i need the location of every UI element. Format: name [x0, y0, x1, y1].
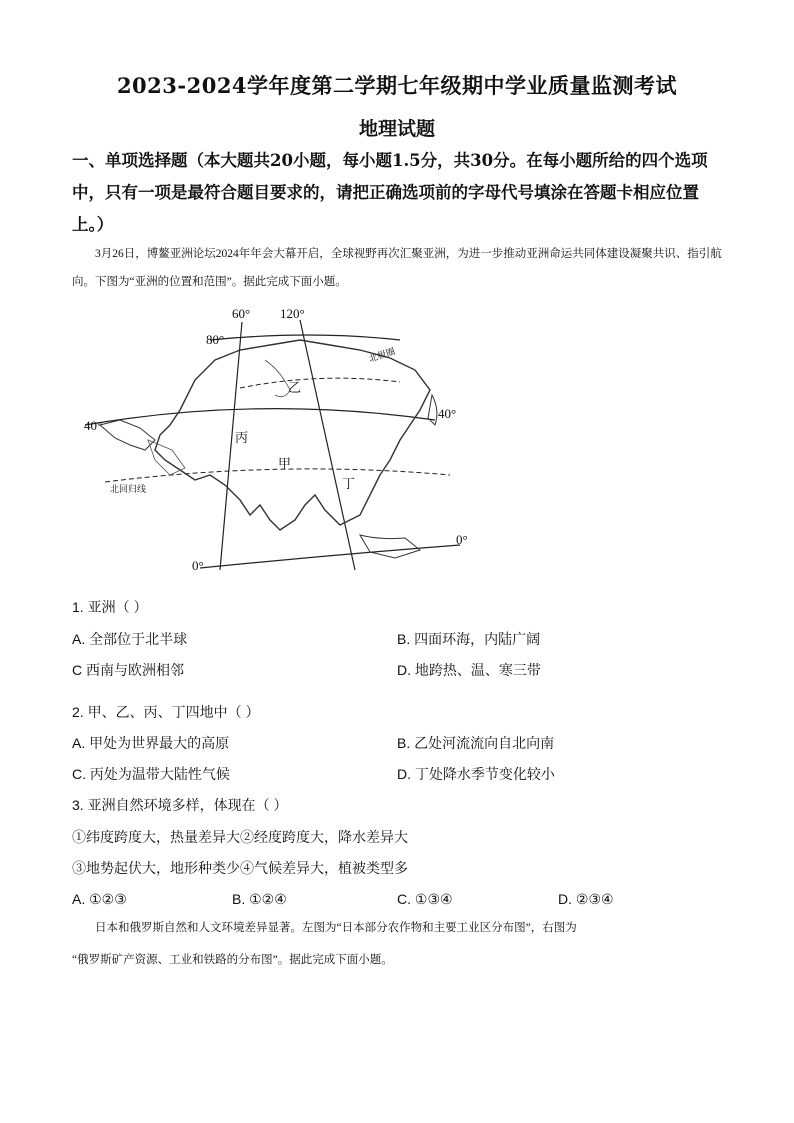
place-label-jia: 甲	[278, 456, 292, 471]
section-heading-line: 上。）	[72, 215, 114, 234]
passage-japan-russia-line: “俄罗斯矿产资源、工业和铁路的分布图”。据此完成下面小题。	[72, 954, 393, 966]
option-c[interactable]: C. ①③④	[397, 891, 453, 907]
option-c[interactable]: C 西南与欧洲相邻	[72, 662, 184, 678]
lon-label: 60°	[232, 306, 251, 321]
option-b[interactable]: B. 四面环海，内陆广阔	[397, 631, 541, 647]
place-label-yi: 乙	[288, 380, 302, 395]
place-label-bing: 丙	[235, 430, 249, 445]
option-a[interactable]: A. 全部位于北半球	[72, 631, 188, 647]
option-d[interactable]: D. ②③④	[558, 891, 614, 907]
option-c[interactable]: C. 丙处为温带大陆性气候	[72, 766, 230, 782]
river-line	[265, 360, 290, 397]
option-a[interactable]: A. 甲处为世界最大的高原	[72, 735, 230, 751]
parallel-80	[210, 335, 400, 340]
option-a[interactable]: A. ①②③	[72, 891, 127, 907]
question-stem: 2. 甲、乙、丙、丁四地中（ ）	[72, 704, 260, 720]
lat-label: 0°	[456, 532, 468, 547]
question-stem: 1. 亚洲（ ）	[72, 599, 148, 615]
passage-asia: 3月26日，博鳌亚洲论坛2024年年会大幕开启，全球视野再次汇聚亚洲，为进一步推动亚洲命运共同体建设凝聚共识、指引航向。下图为“亚洲的位置和范围”。据此完成下面小题。	[72, 248, 722, 288]
section-heading-line: 一、单项选择题（本大题共20小题，每小题1.5分，共30分。在每小题所给的四个选项	[72, 151, 708, 170]
option-d[interactable]: D. 丁处降水季节变化较小	[397, 766, 555, 782]
place-label-ding: 丁	[342, 476, 356, 491]
subject-title: 地理试题	[358, 118, 435, 140]
sea-outline	[100, 420, 155, 450]
option-d[interactable]: D. 地跨热、温、寒三带	[397, 662, 541, 678]
island-outline	[360, 535, 420, 558]
parallel-40	[85, 409, 435, 425]
meridian-60	[220, 322, 242, 570]
island-outline	[428, 395, 437, 425]
lat-label: 40°	[438, 406, 457, 421]
equator	[200, 545, 460, 568]
meridian-120	[300, 320, 355, 570]
section-heading-line: 中，只有一项是最符合题目要求的，请把正确选项前的字母代号填涂在答题卡相应位置	[72, 183, 699, 202]
statement-line: ③地势起伏大，地形种类少④气候差异大，植被类型多	[72, 860, 408, 876]
exam-title: 2023-2024学年度第二学期七年级期中学业质量监测考试	[116, 73, 678, 98]
question-stem: 3. 亚洲自然环境多样，体现在（ ）	[72, 797, 288, 813]
tropic-label: 北回归线	[110, 484, 147, 494]
asia-map	[60, 300, 500, 585]
arctic-circle-label: 北极圈	[367, 346, 397, 364]
asia-outline	[155, 340, 430, 530]
statement-line: ①纬度跨度大，热量差异大②经度跨度大，降水差异大	[72, 829, 408, 845]
option-b[interactable]: B. ①②④	[232, 891, 287, 907]
lat-label: 0°	[192, 558, 204, 573]
section-heading	[72, 145, 732, 241]
arctic-circle	[240, 378, 400, 388]
lon-label: 120°	[280, 306, 305, 321]
passage-japan-russia-line: 日本和俄罗斯自然和人文环境差异显著。左图为“日本部分农作物和主要工业区分布图”，右图为	[95, 922, 577, 934]
option-b[interactable]: B. 乙处河流流向自北向南	[397, 735, 555, 751]
lat-label: 80°	[206, 332, 225, 347]
lat-label: 40°	[84, 418, 103, 433]
